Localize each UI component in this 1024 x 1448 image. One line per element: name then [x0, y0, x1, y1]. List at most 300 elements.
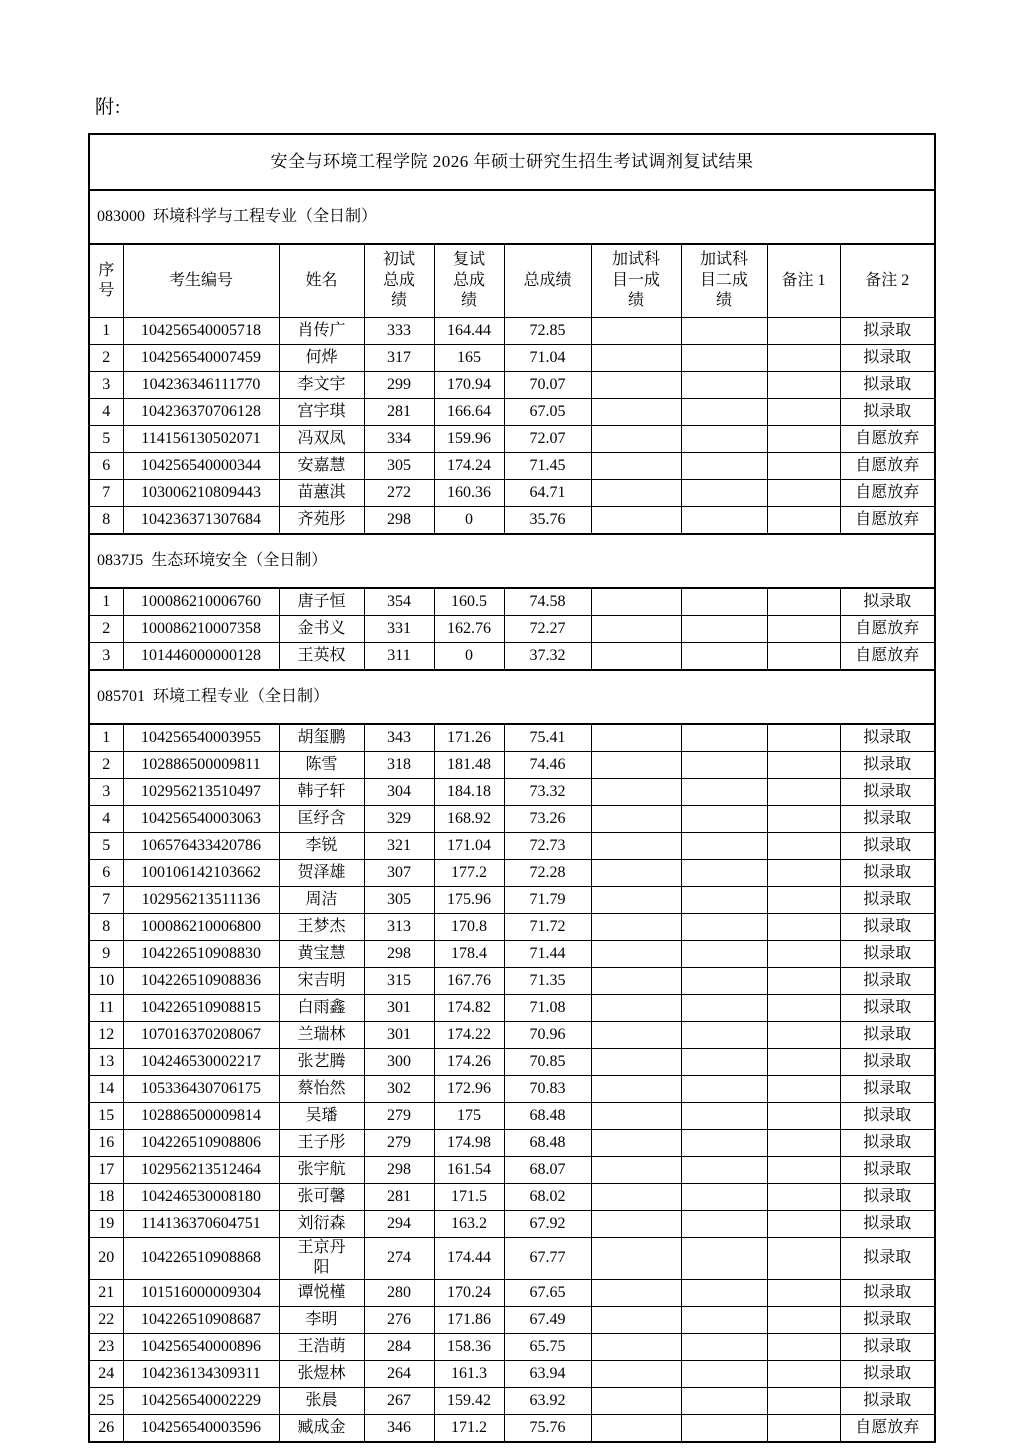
cell-extra-subject-2-score — [681, 480, 767, 507]
cell-candidate-id: 102886500009811 — [123, 752, 279, 779]
cell-no: 17 — [89, 1157, 123, 1184]
cell-extra-subject-1-score — [591, 1360, 681, 1387]
cell-no: 3 — [89, 643, 123, 671]
cell-total-score: 68.07 — [504, 1157, 591, 1184]
cell-remark-2: 拟录取 — [840, 1130, 935, 1157]
cell-name: 贺泽雄 — [279, 860, 364, 887]
cell-name: 王英权 — [279, 643, 364, 671]
table-row — [89, 860, 935, 887]
cell-retest-total-score: 160.36 — [434, 480, 504, 507]
cell-name: 白雨鑫 — [279, 995, 364, 1022]
cell-total-score: 71.35 — [504, 968, 591, 995]
cell-extra-subject-2-score — [681, 372, 767, 399]
cell-extra-subject-2-score — [681, 1414, 767, 1442]
cell-no: 20 — [89, 1238, 123, 1280]
cell-remark-1 — [767, 507, 840, 535]
cell-remark-2: 拟录取 — [840, 914, 935, 941]
cell-extra-subject-2-score — [681, 968, 767, 995]
cell-initial-total-score: 294 — [364, 1211, 434, 1238]
cell-initial-total-score: 279 — [364, 1103, 434, 1130]
cell-extra-subject-1-score — [591, 860, 681, 887]
cell-extra-subject-1-score — [591, 426, 681, 453]
cell-retest-total-score: 177.2 — [434, 860, 504, 887]
cell-candidate-id: 102956213511136 — [123, 887, 279, 914]
cell-remark-2: 自愿放弃 — [840, 643, 935, 671]
cell-remark-2: 拟录取 — [840, 1076, 935, 1103]
cell-remark-1 — [767, 1130, 840, 1157]
cell-retest-total-score: 174.26 — [434, 1049, 504, 1076]
cell-candidate-id: 100086210007358 — [123, 616, 279, 643]
cell-candidate-id: 104226510908836 — [123, 968, 279, 995]
cell-total-score: 71.08 — [504, 995, 591, 1022]
cell-remark-1 — [767, 453, 840, 480]
cell-total-score: 71.04 — [504, 345, 591, 372]
cell-no: 16 — [89, 1130, 123, 1157]
cell-extra-subject-2-score — [681, 318, 767, 345]
cell-candidate-id: 104226510908830 — [123, 941, 279, 968]
cell-no: 21 — [89, 1279, 123, 1306]
column-header-total-score: 总成绩 — [504, 244, 591, 318]
cell-retest-total-score: 171.26 — [434, 724, 504, 752]
cell-name: 黄宝慧 — [279, 941, 364, 968]
column-header-remark-2: 备注 2 — [840, 244, 935, 318]
cell-remark-1 — [767, 833, 840, 860]
cell-no: 26 — [89, 1414, 123, 1442]
cell-remark-1 — [767, 1022, 840, 1049]
table-row — [89, 318, 935, 345]
cell-remark-2: 自愿放弃 — [840, 616, 935, 643]
cell-total-score: 37.32 — [504, 643, 591, 671]
table-row — [89, 968, 935, 995]
column-header-row — [89, 244, 935, 318]
cell-no: 3 — [89, 779, 123, 806]
table-row — [89, 399, 935, 426]
cell-retest-total-score: 174.22 — [434, 1022, 504, 1049]
cell-extra-subject-2-score — [681, 1360, 767, 1387]
cell-extra-subject-2-score — [681, 1387, 767, 1414]
cell-total-score: 71.79 — [504, 887, 591, 914]
cell-extra-subject-1-score — [591, 833, 681, 860]
cell-candidate-id: 104256540003063 — [123, 806, 279, 833]
cell-extra-subject-1-score — [591, 941, 681, 968]
cell-initial-total-score: 302 — [364, 1076, 434, 1103]
section-heading-083000: 083000 环境科学与工程专业（全日制） — [89, 190, 935, 244]
cell-extra-subject-1-score — [591, 399, 681, 426]
cell-initial-total-score: 298 — [364, 941, 434, 968]
cell-remark-1 — [767, 752, 840, 779]
cell-initial-total-score: 305 — [364, 887, 434, 914]
cell-name: 张宇航 — [279, 1157, 364, 1184]
cell-candidate-id: 104256540005718 — [123, 318, 279, 345]
cell-remark-1 — [767, 806, 840, 833]
cell-name: 陈雪 — [279, 752, 364, 779]
cell-initial-total-score: 346 — [364, 1414, 434, 1442]
cell-extra-subject-2-score — [681, 643, 767, 671]
table-row — [89, 616, 935, 643]
table-row — [89, 1414, 935, 1442]
cell-extra-subject-2-score — [681, 1076, 767, 1103]
cell-no: 6 — [89, 860, 123, 887]
table-row — [89, 1049, 935, 1076]
cell-candidate-id: 104226510908868 — [123, 1238, 279, 1280]
cell-initial-total-score: 301 — [364, 1022, 434, 1049]
cell-initial-total-score: 321 — [364, 833, 434, 860]
cell-remark-2: 拟录取 — [840, 318, 935, 345]
cell-remark-2: 自愿放弃 — [840, 453, 935, 480]
cell-extra-subject-2-score — [681, 1022, 767, 1049]
cell-remark-2: 拟录取 — [840, 1279, 935, 1306]
cell-extra-subject-2-score — [681, 1238, 767, 1280]
cell-total-score: 65.75 — [504, 1333, 591, 1360]
cell-total-score: 71.44 — [504, 941, 591, 968]
cell-name: 臧成金 — [279, 1414, 364, 1442]
cell-extra-subject-1-score — [591, 968, 681, 995]
cell-total-score: 72.85 — [504, 318, 591, 345]
cell-retest-total-score: 172.96 — [434, 1076, 504, 1103]
cell-candidate-id: 100106142103662 — [123, 860, 279, 887]
cell-remark-2: 拟录取 — [840, 1049, 935, 1076]
cell-extra-subject-1-score — [591, 1387, 681, 1414]
cell-name: 王子彤 — [279, 1130, 364, 1157]
section-heading-0837J5: 0837J5 生态环境安全（全日制） — [89, 534, 935, 588]
cell-extra-subject-2-score — [681, 1211, 767, 1238]
cell-name: 宫宇琪 — [279, 399, 364, 426]
cell-no: 2 — [89, 616, 123, 643]
cell-name: 谭悦槿 — [279, 1279, 364, 1306]
cell-no: 14 — [89, 1076, 123, 1103]
cell-initial-total-score: 298 — [364, 507, 434, 535]
cell-retest-total-score: 166.64 — [434, 399, 504, 426]
column-header-no: 序号 — [89, 244, 123, 318]
cell-remark-2: 拟录取 — [840, 345, 935, 372]
cell-retest-total-score: 161.54 — [434, 1157, 504, 1184]
cell-candidate-id: 104256540000344 — [123, 453, 279, 480]
cell-extra-subject-1-score — [591, 1211, 681, 1238]
cell-retest-total-score: 171.86 — [434, 1306, 504, 1333]
table-row — [89, 779, 935, 806]
cell-extra-subject-1-score — [591, 779, 681, 806]
cell-retest-total-score: 168.92 — [434, 806, 504, 833]
cell-no: 19 — [89, 1211, 123, 1238]
cell-remark-2: 拟录取 — [840, 1022, 935, 1049]
cell-retest-total-score: 178.4 — [434, 941, 504, 968]
cell-initial-total-score: 343 — [364, 724, 434, 752]
cell-initial-total-score: 331 — [364, 616, 434, 643]
cell-extra-subject-2-score — [681, 941, 767, 968]
cell-extra-subject-2-score — [681, 914, 767, 941]
table-row — [89, 1333, 935, 1360]
cell-total-score: 73.32 — [504, 779, 591, 806]
cell-retest-total-score: 174.24 — [434, 453, 504, 480]
cell-total-score: 67.49 — [504, 1306, 591, 1333]
cell-retest-total-score: 171.04 — [434, 833, 504, 860]
cell-name: 胡玺鹏 — [279, 724, 364, 752]
cell-total-score: 75.76 — [504, 1414, 591, 1442]
table-row — [89, 426, 935, 453]
cell-remark-1 — [767, 426, 840, 453]
cell-no: 8 — [89, 507, 123, 535]
cell-remark-2: 拟录取 — [840, 1211, 935, 1238]
cell-no: 22 — [89, 1306, 123, 1333]
cell-extra-subject-2-score — [681, 1103, 767, 1130]
cell-no: 10 — [89, 968, 123, 995]
cell-total-score: 68.02 — [504, 1184, 591, 1211]
cell-initial-total-score: 284 — [364, 1333, 434, 1360]
cell-total-score: 71.45 — [504, 453, 591, 480]
cell-extra-subject-1-score — [591, 1130, 681, 1157]
cell-extra-subject-1-score — [591, 507, 681, 535]
cell-candidate-id: 104236346111770 — [123, 372, 279, 399]
table-row — [89, 372, 935, 399]
cell-no: 2 — [89, 752, 123, 779]
cell-remark-2: 拟录取 — [840, 1387, 935, 1414]
cell-remark-1 — [767, 345, 840, 372]
cell-name: 刘衍森 — [279, 1211, 364, 1238]
cell-no: 13 — [89, 1049, 123, 1076]
cell-total-score: 70.07 — [504, 372, 591, 399]
table-row — [89, 1387, 935, 1414]
cell-extra-subject-2-score — [681, 1333, 767, 1360]
cell-name: 肖传广 — [279, 318, 364, 345]
cell-total-score: 72.28 — [504, 860, 591, 887]
cell-remark-1 — [767, 779, 840, 806]
table-row — [89, 1022, 935, 1049]
cell-name: 王浩萌 — [279, 1333, 364, 1360]
cell-name: 韩子轩 — [279, 779, 364, 806]
cell-initial-total-score: 298 — [364, 1157, 434, 1184]
cell-extra-subject-2-score — [681, 1049, 767, 1076]
cell-extra-subject-2-score — [681, 453, 767, 480]
cell-name: 安嘉慧 — [279, 453, 364, 480]
table-row — [89, 588, 935, 616]
results-table-body — [89, 134, 935, 1442]
cell-retest-total-score: 174.98 — [434, 1130, 504, 1157]
cell-candidate-id: 104226510908806 — [123, 1130, 279, 1157]
cell-total-score: 64.71 — [504, 480, 591, 507]
cell-remark-2: 拟录取 — [840, 399, 935, 426]
cell-retest-total-score: 164.44 — [434, 318, 504, 345]
cell-remark-2: 拟录取 — [840, 1360, 935, 1387]
cell-candidate-id: 104246530002217 — [123, 1049, 279, 1076]
cell-no: 1 — [89, 318, 123, 345]
cell-extra-subject-1-score — [591, 724, 681, 752]
cell-remark-1 — [767, 724, 840, 752]
cell-extra-subject-1-score — [591, 1414, 681, 1442]
cell-candidate-id: 104236370706128 — [123, 399, 279, 426]
cell-initial-total-score: 301 — [364, 995, 434, 1022]
cell-extra-subject-2-score — [681, 1306, 767, 1333]
cell-no: 1 — [89, 588, 123, 616]
cell-no: 9 — [89, 941, 123, 968]
cell-remark-1 — [767, 1333, 840, 1360]
cell-extra-subject-1-score — [591, 887, 681, 914]
cell-retest-total-score: 160.5 — [434, 588, 504, 616]
cell-remark-1 — [767, 643, 840, 671]
cell-remark-1 — [767, 1414, 840, 1442]
cell-name: 何烨 — [279, 345, 364, 372]
cell-extra-subject-2-score — [681, 833, 767, 860]
cell-total-score: 75.41 — [504, 724, 591, 752]
column-header-retest-total-score: 复试总成绩 — [434, 244, 504, 318]
cell-no: 6 — [89, 453, 123, 480]
table-row — [89, 480, 935, 507]
cell-candidate-id: 104256540000896 — [123, 1333, 279, 1360]
cell-remark-2: 拟录取 — [840, 1306, 935, 1333]
cell-initial-total-score: 264 — [364, 1360, 434, 1387]
cell-candidate-id: 104236134309311 — [123, 1360, 279, 1387]
table-row — [89, 1157, 935, 1184]
cell-extra-subject-2-score — [681, 724, 767, 752]
cell-extra-subject-1-score — [591, 1306, 681, 1333]
cell-remark-2: 自愿放弃 — [840, 480, 935, 507]
cell-retest-total-score: 170.8 — [434, 914, 504, 941]
cell-remark-2: 自愿放弃 — [840, 1414, 935, 1442]
cell-retest-total-score: 175 — [434, 1103, 504, 1130]
cell-remark-2: 拟录取 — [840, 833, 935, 860]
cell-initial-total-score: 318 — [364, 752, 434, 779]
cell-extra-subject-2-score — [681, 507, 767, 535]
cell-extra-subject-2-score — [681, 1130, 767, 1157]
cell-remark-2: 自愿放弃 — [840, 507, 935, 535]
cell-candidate-id: 100086210006800 — [123, 914, 279, 941]
cell-remark-1 — [767, 1238, 840, 1280]
cell-name: 齐苑彤 — [279, 507, 364, 535]
table-row — [89, 1103, 935, 1130]
cell-initial-total-score: 313 — [364, 914, 434, 941]
cell-total-score: 63.92 — [504, 1387, 591, 1414]
cell-total-score: 67.05 — [504, 399, 591, 426]
cell-extra-subject-1-score — [591, 1238, 681, 1280]
cell-remark-2: 拟录取 — [840, 724, 935, 752]
table-title-row — [89, 134, 935, 190]
table-row — [89, 643, 935, 671]
cell-remark-1 — [767, 1049, 840, 1076]
cell-remark-2: 拟录取 — [840, 968, 935, 995]
cell-extra-subject-2-score — [681, 779, 767, 806]
cell-initial-total-score: 274 — [364, 1238, 434, 1280]
cell-candidate-id: 107016370208067 — [123, 1022, 279, 1049]
cell-remark-2: 拟录取 — [840, 779, 935, 806]
cell-initial-total-score: 281 — [364, 1184, 434, 1211]
cell-candidate-id: 103006210809443 — [123, 480, 279, 507]
cell-total-score: 72.07 — [504, 426, 591, 453]
cell-extra-subject-2-score — [681, 588, 767, 616]
cell-candidate-id: 104256540002229 — [123, 1387, 279, 1414]
cell-name: 李明 — [279, 1306, 364, 1333]
cell-candidate-id: 104236371307684 — [123, 507, 279, 535]
table-row — [89, 995, 935, 1022]
cell-name: 王京丹阳 — [279, 1238, 364, 1280]
table-row — [89, 887, 935, 914]
cell-extra-subject-2-score — [681, 887, 767, 914]
cell-remark-1 — [767, 941, 840, 968]
cell-remark-2: 拟录取 — [840, 588, 935, 616]
table-row — [89, 833, 935, 860]
cell-remark-2: 自愿放弃 — [840, 426, 935, 453]
cell-extra-subject-2-score — [681, 399, 767, 426]
cell-name: 李锐 — [279, 833, 364, 860]
cell-name: 周洁 — [279, 887, 364, 914]
cell-remark-1 — [767, 887, 840, 914]
cell-remark-2: 拟录取 — [840, 1157, 935, 1184]
cell-no: 23 — [89, 1333, 123, 1360]
cell-candidate-id: 102956213510497 — [123, 779, 279, 806]
cell-total-score: 68.48 — [504, 1130, 591, 1157]
cell-remark-1 — [767, 1279, 840, 1306]
cell-name: 金书义 — [279, 616, 364, 643]
cell-extra-subject-1-score — [591, 1279, 681, 1306]
cell-remark-1 — [767, 1360, 840, 1387]
cell-initial-total-score: 281 — [364, 399, 434, 426]
cell-retest-total-score: 0 — [434, 643, 504, 671]
cell-remark-1 — [767, 1306, 840, 1333]
cell-remark-2: 拟录取 — [840, 1333, 935, 1360]
cell-remark-1 — [767, 1387, 840, 1414]
table-row — [89, 1306, 935, 1333]
cell-extra-subject-2-score — [681, 806, 767, 833]
cell-retest-total-score: 161.3 — [434, 1360, 504, 1387]
cell-remark-1 — [767, 372, 840, 399]
cell-initial-total-score: 300 — [364, 1049, 434, 1076]
cell-remark-2: 拟录取 — [840, 1103, 935, 1130]
cell-retest-total-score: 184.18 — [434, 779, 504, 806]
cell-retest-total-score: 165 — [434, 345, 504, 372]
cell-remark-2: 拟录取 — [840, 1184, 935, 1211]
cell-remark-1 — [767, 616, 840, 643]
cell-no: 18 — [89, 1184, 123, 1211]
table-row — [89, 345, 935, 372]
cell-candidate-id: 114136370604751 — [123, 1211, 279, 1238]
cell-total-score: 63.94 — [504, 1360, 591, 1387]
cell-no: 1 — [89, 724, 123, 752]
table-title: 安全与环境工程学院 2026 年硕士研究生招生考试调剂复试结果 — [89, 134, 935, 190]
column-header-extra-subject-2-score: 加试科目二成绩 — [681, 244, 767, 318]
cell-retest-total-score: 170.94 — [434, 372, 504, 399]
cell-name: 苗蕙淇 — [279, 480, 364, 507]
cell-total-score: 74.46 — [504, 752, 591, 779]
cell-retest-total-score: 159.96 — [434, 426, 504, 453]
cell-extra-subject-1-score — [591, 372, 681, 399]
cell-remark-1 — [767, 995, 840, 1022]
cell-initial-total-score: 276 — [364, 1306, 434, 1333]
cell-initial-total-score: 311 — [364, 643, 434, 671]
cell-remark-1 — [767, 399, 840, 426]
cell-candidate-id: 102886500009814 — [123, 1103, 279, 1130]
table-row — [89, 941, 935, 968]
cell-extra-subject-1-score — [591, 1157, 681, 1184]
cell-name: 宋吉明 — [279, 968, 364, 995]
cell-extra-subject-1-score — [591, 1076, 681, 1103]
cell-extra-subject-2-score — [681, 752, 767, 779]
cell-retest-total-score: 171.2 — [434, 1414, 504, 1442]
cell-initial-total-score: 272 — [364, 480, 434, 507]
cell-retest-total-score: 174.44 — [434, 1238, 504, 1280]
cell-candidate-id: 104226510908815 — [123, 995, 279, 1022]
cell-candidate-id: 114156130502071 — [123, 426, 279, 453]
column-header-name: 姓名 — [279, 244, 364, 318]
cell-remark-2: 拟录取 — [840, 806, 935, 833]
cell-initial-total-score: 279 — [364, 1130, 434, 1157]
cell-no: 5 — [89, 833, 123, 860]
cell-remark-1 — [767, 588, 840, 616]
cell-extra-subject-1-score — [591, 806, 681, 833]
cell-initial-total-score: 305 — [364, 453, 434, 480]
cell-extra-subject-2-score — [681, 616, 767, 643]
cell-extra-subject-1-score — [591, 1333, 681, 1360]
cell-total-score: 72.73 — [504, 833, 591, 860]
cell-initial-total-score: 354 — [364, 588, 434, 616]
cell-total-score: 67.92 — [504, 1211, 591, 1238]
